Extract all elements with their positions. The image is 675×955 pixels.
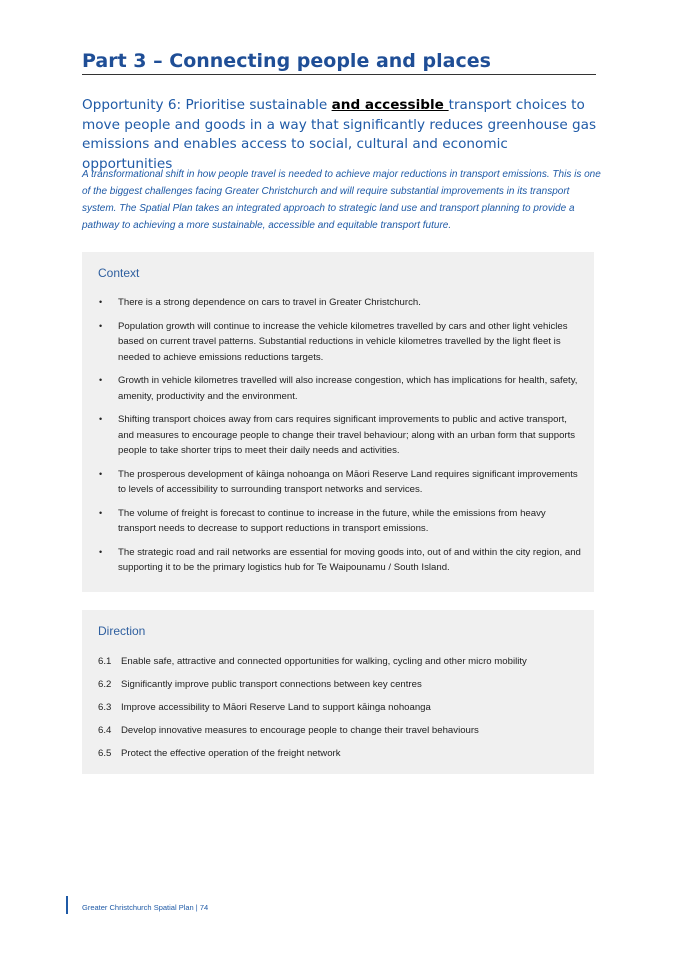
- direction-item-text: Significantly improve public transport connections between key centres: [121, 679, 422, 690]
- list-item: [98, 700, 588, 715]
- context-heading: Context: [98, 266, 140, 280]
- opportunity-rest: transport choices to move people and goods in a way that significantly reduces greenhouse gas emissions and enables access to social, cultural and economic opportunities: [82, 97, 597, 172]
- direction-heading: Direction: [98, 624, 146, 638]
- bullet-icon: •: [99, 546, 103, 557]
- list-item: [82, 319, 582, 366]
- list-item: [98, 746, 588, 761]
- direction-item-text: Enable safe, attractive and connected opportunities for walking, cycling and other micro mobility: [121, 656, 527, 667]
- list-item: [82, 506, 582, 537]
- bullet-icon: •: [99, 320, 103, 331]
- direction-item-text: Protect the effective operation of the freight network: [121, 748, 341, 759]
- list-item: [82, 467, 582, 498]
- opportunity-heading: [82, 96, 602, 174]
- list-item: [82, 373, 582, 404]
- footer-accent-bar: [66, 896, 68, 914]
- context-item-text: The volume of freight is forecast to continue to increase in the future, while the emissions from heavy transport needs to decrease to support reductions in transport emissions.: [118, 507, 546, 534]
- bullet-icon: •: [99, 507, 103, 518]
- direction-box: [82, 610, 594, 774]
- context-item-text: The prosperous development of kāinga nohoanga on Māori Reserve Land requires significant improvements to levels of accessibility to surrounding transport networks and services.: [118, 468, 578, 495]
- direction-list: [98, 654, 588, 769]
- bullet-icon: •: [99, 297, 103, 307]
- list-item: [82, 545, 582, 576]
- context-item-text: There is a strong dependence on cars to travel in Greater Christchurch.: [118, 297, 421, 308]
- list-item: [98, 677, 588, 692]
- direction-number: 6.3: [98, 702, 112, 713]
- list-item: [98, 654, 588, 669]
- intro-paragraph: A transformational shift in how people travel is needed to achieve major reductions in transport emissions. This is one of the biggest challenges facing Greater Christchurch and will require substantial improvements in its transport system. The Spatial Plan takes an integrated approach to strategic land use and transport planning to provide a pathway to achieving a more sustainable, accessible and equitable transport future.: [82, 169, 601, 231]
- page-footer: Greater Christchurch Spatial Plan | 74: [82, 903, 209, 912]
- direction-number: 6.2: [98, 679, 112, 690]
- bullet-icon: •: [99, 375, 103, 385]
- list-item: [82, 412, 582, 459]
- opportunity-emphasis: and accessible: [331, 97, 449, 113]
- list-item: [98, 723, 588, 738]
- context-item-text: Shifting transport choices away from cars requires significant improvements to public and active transport, and measures to encourage people to change their travel behaviour; along with an urban form that supports people to take shorter trips to meet their daily needs and activities.: [118, 414, 576, 456]
- bullet-icon: •: [99, 468, 103, 479]
- direction-item-text: Improve accessibility to Māori Reserve Land to support kāinga nohoanga: [121, 702, 431, 713]
- direction-number: 6.5: [98, 748, 112, 759]
- opportunity-lead: Opportunity 6: Prioritise sustainable: [82, 97, 332, 113]
- direction-number: 6.1: [98, 656, 112, 667]
- context-box: [82, 252, 594, 592]
- direction-number: 6.4: [98, 725, 112, 736]
- context-item-text: Growth in vehicle kilometres travelled will also increase congestion, which has implications for health, safety, amenity, productivity and the environment.: [118, 375, 578, 402]
- bullet-icon: •: [99, 414, 103, 424]
- direction-item-text: Develop innovative measures to encourage people to change their travel behaviours: [121, 725, 479, 736]
- context-item-text: The strategic road and rail networks are essential for moving goods into, out of and within the city region, and supporting it to be the primary logistics hub for Te Waipounamu / South Island.: [118, 546, 581, 573]
- context-list: [82, 295, 582, 584]
- page-title: Part 3 – Connecting people and places: [82, 50, 596, 75]
- list-item: [82, 295, 582, 311]
- context-item-text: Population growth will continue to increase the vehicle kilometres travelled by cars and other light vehicles based on current travel patterns. Substantial reductions in vehicle kilometres travelled by the light fleet is needed to achieve emissions reductions targets.: [118, 320, 568, 363]
